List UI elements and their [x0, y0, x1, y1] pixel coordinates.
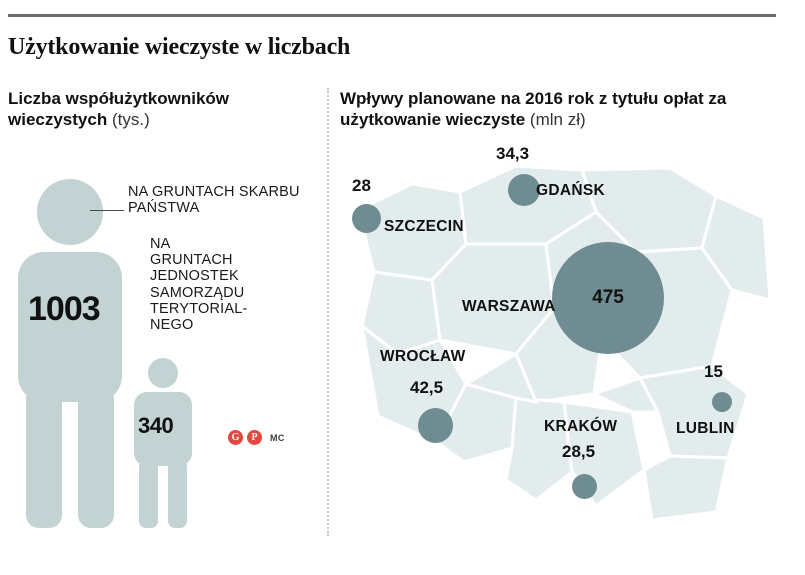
- callout-samorzad: NA GRUNTACH JEDNOSTEK SAMORZĄDU TERYTORIAL-NEGO: [150, 236, 248, 334]
- city-value-szczecin: 28: [352, 176, 371, 195]
- right-panel-heading: [340, 88, 788, 131]
- bubble-krakow: [572, 474, 597, 499]
- poland-map: [340, 140, 792, 540]
- page-title: Użytkowanie wieczyste w liczbach: [8, 34, 351, 60]
- top-divider: [8, 14, 776, 17]
- poland-map-shape: [340, 140, 792, 540]
- city-value-gdansk: 34,3: [496, 144, 530, 163]
- logo-mark-g: G: [228, 430, 243, 445]
- bubble-lublin: [712, 392, 732, 412]
- bubble-value-warszawa: 475: [592, 287, 624, 308]
- figure-value-skarb-panstwa: 1003: [28, 290, 100, 328]
- left-heading-unit: (tys.): [111, 110, 150, 130]
- city-label-wroclaw: WROCŁAW: [380, 348, 466, 365]
- pictogram-group: [0, 88, 320, 458]
- right-heading-text: Wpływy planowane na 2016 rok z tytułu opłat za użytkowanie wieczyste: [340, 89, 727, 130]
- bubble-warszawa: [552, 242, 664, 354]
- city-label-szczecin: SZCZECIN: [384, 218, 464, 235]
- bubble-wroclaw: [418, 408, 453, 443]
- source-logo: [228, 430, 285, 445]
- city-value-krakow: 28,5: [562, 442, 596, 461]
- city-value-lublin: 15: [704, 362, 723, 381]
- city-value-wroclaw: 42,5: [410, 378, 444, 397]
- callout-skarb-panstwa: NA GRUNTACH SKARBU PAŃSTWA: [128, 184, 300, 217]
- person-silhouette-large: [10, 176, 130, 528]
- city-label-warszawa: WARSZAWA: [462, 298, 556, 315]
- bubble-szczecin: [352, 204, 381, 233]
- city-label-krakow: KRAKÓW: [544, 418, 618, 435]
- person-silhouette-small: [130, 356, 196, 528]
- left-heading-text: Liczba współużytkowników wieczystych: [8, 89, 230, 130]
- city-label-gdansk: GDAŃSK: [536, 182, 605, 199]
- logo-mark-p: P: [247, 430, 262, 445]
- city-label-lublin: LUBLIN: [676, 420, 735, 437]
- right-heading-unit: (mln zł): [529, 110, 586, 130]
- vertical-divider: [327, 88, 329, 536]
- figure-value-samorzad: 340: [138, 413, 174, 438]
- credit-label: MC: [270, 432, 285, 443]
- callout-leader-line: [90, 210, 124, 211]
